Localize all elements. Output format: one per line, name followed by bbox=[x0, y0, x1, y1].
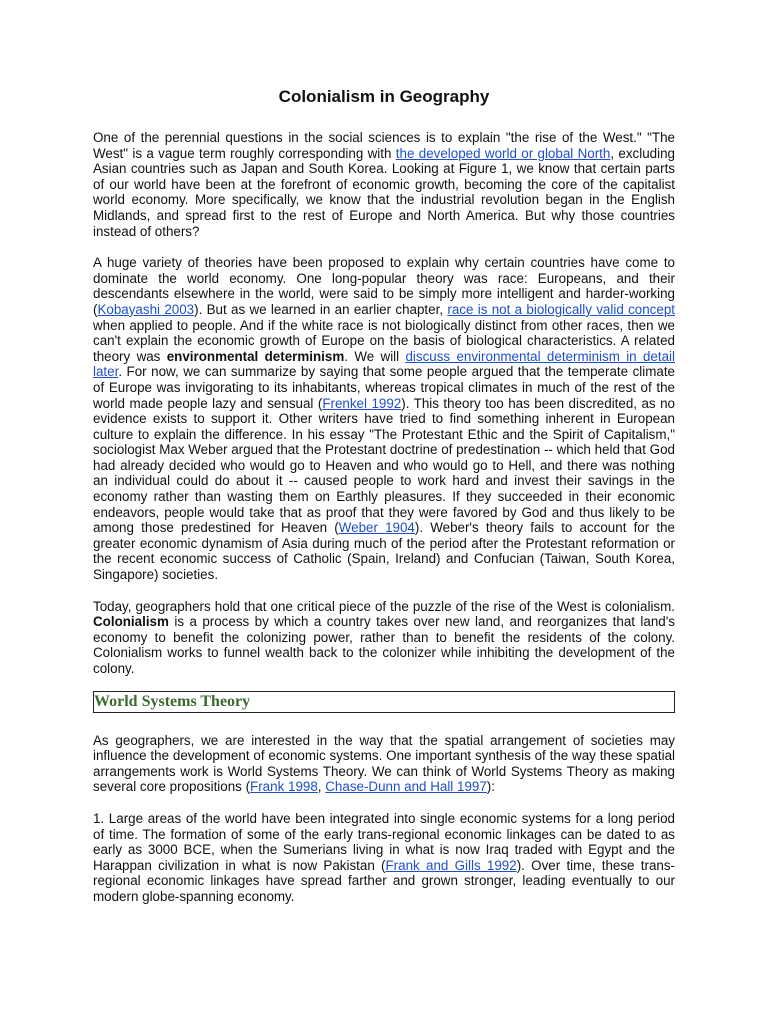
text-run: . We will bbox=[344, 348, 406, 364]
text-run: ). Weber's theory fails to account for the greater economic dynamism of Asia during much of the period after the Protestant reformation or the recent economic success of Catholic (Spain, Ireland) and Confucian (Taiwan, South Korea, Singapore) societies. bbox=[93, 520, 675, 583]
link-developed-world[interactable]: the developed world or global North bbox=[395, 145, 611, 161]
term-environmental-determinism: environmental determinism bbox=[166, 348, 345, 364]
paragraph-colonialism bbox=[93, 599, 675, 677]
link-frenkel-1992[interactable]: Frenkel 1992 bbox=[322, 395, 402, 411]
text-run: ). Over time, these trans-regional economic linkages have spread farther and grown stronger, leading eventually to our modern globe-spanning economy. bbox=[93, 857, 676, 904]
text-run: A huge variety of theories have been proposed to explain why certain countries have come to dominate the world economy. One long-popular theory was race: Europeans, and their descendants elsewhere in the world, were said to be simply more intelligent and harder-working ( bbox=[93, 255, 675, 317]
link-chase-dunn-hall-1997[interactable]: Chase-Dunn and Hall 1997 bbox=[325, 779, 487, 795]
term-colonialism: Colonialism bbox=[93, 614, 169, 630]
paragraph-rise-of-west bbox=[93, 130, 675, 239]
text-run: ). This theory too has been discredited, as no evidence exists to support it. Other writers have tried to find something inherent in European culture to explain the difference. In his essay "The Protestant Ethic and the Spirit of Capitalism," sociologist Max Weber argued that the Protestant doctrine of predestination -- which held that God had already decided who would go to Heaven and who would go to Hell, and there was nothing an individual could do about it -- caused people to work hard and invest their savings in the economy rather than wasting them on Earthly pleasures. If they succeeded in their economic endeavors, people would take that as proof that they were favored by God and thus likely to be among those predestined for Heaven ( bbox=[93, 395, 675, 536]
text-run: is a process by which a country takes over new land, and reorganizes that land's economy to benefit the colonizing power, rather than to benefit the residents of the colony. Colonialism works to funnel wealth back to the colonizer while inhibiting the development of the colony. bbox=[93, 614, 675, 676]
link-frank-1998[interactable]: Frank 1998 bbox=[250, 779, 318, 795]
paragraph-world-systems-intro bbox=[93, 733, 675, 795]
text-run: . For now, we can summarize by saying that some people argued that the temperate climate of Europe was invigorating to its inhabitants, whereas tropical climates in much of the rest of the world made people lazy and sensual ( bbox=[93, 364, 675, 411]
link-discuss-environmental-determinism[interactable]: discuss environmental determinism in detail later bbox=[93, 348, 675, 380]
text-run: 1. Large areas of the world have been integrated into single economic systems for a long period of time. The formation of some of the early trans-regional economic linkages can be dated to as early as 3000 BCE, when the Sumerians living in what is now Iraq traded with Egypt and the Harappan civilization in what is now Pakistan ( bbox=[93, 810, 675, 873]
document-page bbox=[93, 86, 675, 921]
text-run: , excluding Asian countries such as Japan and South Korea. Looking at Figure 1, we know that certain parts of our world have been at the forefront of economic growth, becoming the core of the capitalist world economy. More specifically, we know that the industrial revolution began in the English Midlands, and spread first to the rest of Europe and North America. But why those countries instead of others? bbox=[93, 145, 675, 239]
section-title-world-systems: World Systems Theory bbox=[94, 692, 251, 710]
text-run: when applied to people. And if the white race is not biologically distinct from other races, then we can't explain the economic growth of Europe on the basis of biological characteristics. A related theory was bbox=[93, 317, 675, 364]
text-run: Today, geographers hold that one critical piece of the puzzle of the rise of the West is colonialism. bbox=[93, 598, 675, 614]
link-weber-1904[interactable]: Weber 1904 bbox=[338, 520, 415, 536]
text-run: , bbox=[317, 779, 326, 795]
text-run: One of the perennial questions in the social sciences is to explain "the rise of the West." "The West" is a vague term roughly corresponding with bbox=[93, 130, 675, 161]
page-title: Colonialism in Geography bbox=[278, 87, 490, 106]
text-run: As geographers, we are interested in the way that the spatial arrangement of societies may influence the development of economic systems. One important synthesis of the way these spatial arrangements work is World Systems Theory. We can think of World Systems Theory as making several core propositions ( bbox=[93, 732, 675, 795]
paragraph-proposition-1 bbox=[93, 811, 675, 905]
paragraph-theories bbox=[93, 255, 675, 582]
link-kobayashi-2003[interactable]: Kobayashi 2003 bbox=[97, 301, 195, 317]
section-heading-box bbox=[93, 691, 675, 713]
text-run: ). But as we learned in an earlier chapter, bbox=[194, 301, 448, 317]
text-run: ): bbox=[486, 779, 495, 795]
link-frank-gills-1992[interactable]: Frank and Gills 1992 bbox=[385, 857, 517, 873]
link-race-not-biological[interactable]: race is not a biologically valid concept bbox=[447, 301, 675, 317]
